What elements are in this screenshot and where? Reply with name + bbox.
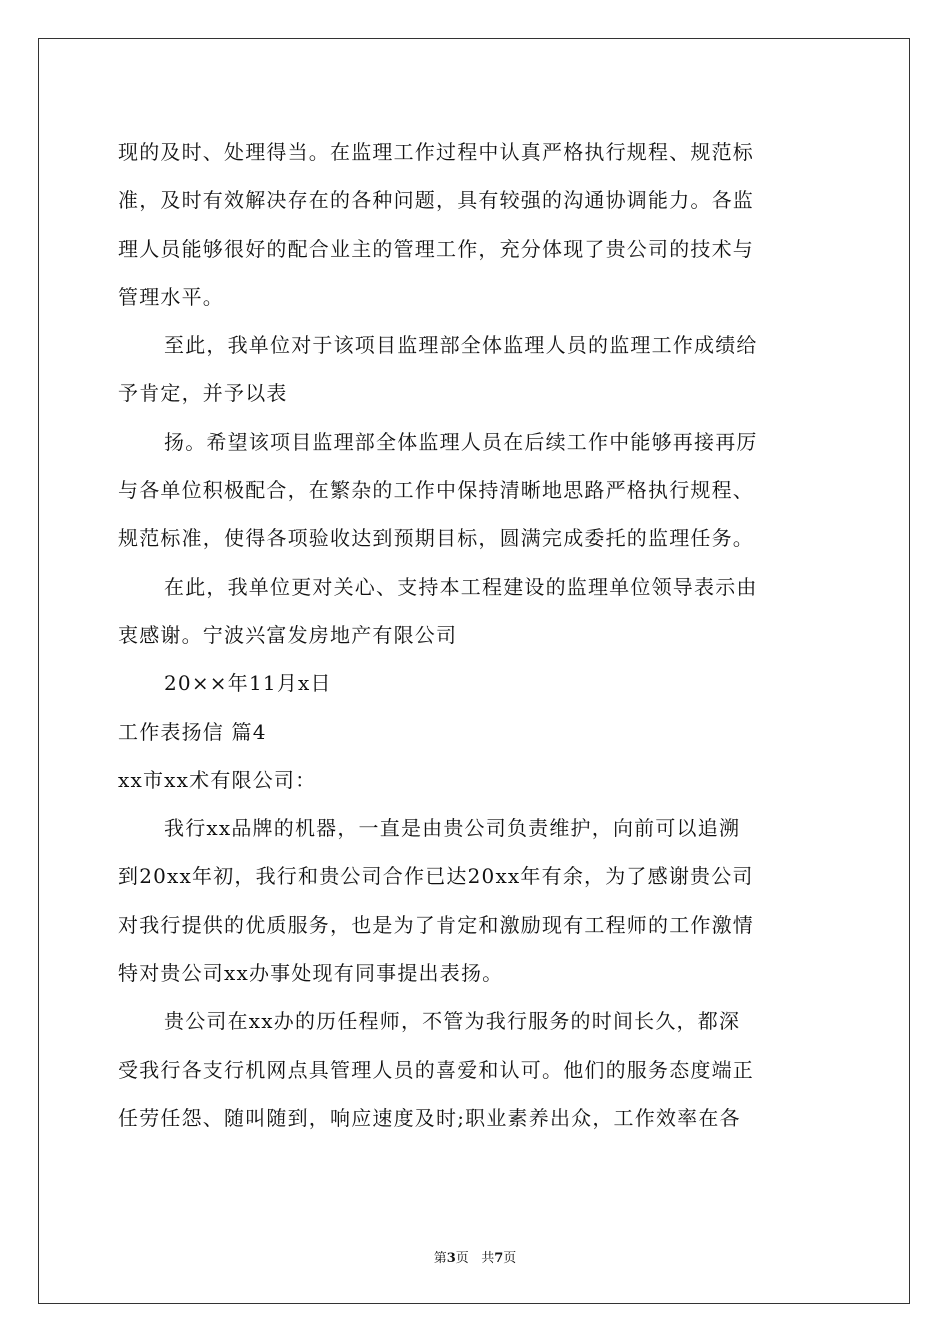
text-line: 理人员能够很好的配合业主的管理工作，充分体现了贵公司的技术与 (118, 236, 754, 261)
text-line: 准，及时有效解决存在的各种问题，具有较强的沟通协调能力。各监 (118, 188, 754, 213)
total-label-prefix: 共 (481, 1251, 495, 1266)
text-line: xx市xx术有限公司： (118, 767, 317, 792)
page-label-suffix: 页 (455, 1251, 469, 1266)
document-body (118, 128, 832, 1142)
text-line: 衷感谢。宁波兴富发房地产有限公司 (118, 622, 458, 647)
text-line: 受我行各支行机网点具管理人员的喜爱和认可。他们的服务态度端正 (118, 1057, 754, 1082)
text-line: 对我行提供的优质服务，也是为了肯定和激励现有工程师的工作激情 (118, 912, 754, 937)
text-line: 贵公司在xx办的历任程师，不管为我行服务的时间长久，都深 (164, 1009, 741, 1034)
text-line: 特对贵公司xx办事处现有同事提出表扬。 (118, 961, 504, 986)
total-label-suffix: 页 (503, 1251, 517, 1266)
text-line: 工作表扬信 篇4 (118, 719, 267, 744)
text-line: 管理水平。 (118, 284, 224, 309)
text-line: 与各单位积极配合，在繁杂的工作中保持清晰地思路严格执行规程、 (118, 478, 754, 503)
text-line: 现的及时、处理得当。在监理工作过程中认真严格执行规程、规范标 (118, 140, 754, 164)
text-line: 20××年11月x日 (164, 671, 332, 696)
page-label-prefix: 第 (433, 1251, 447, 1266)
text-line: 任劳任怨、随叫随到，响应速度及时;职业素养出众，工作效率在各 (118, 1105, 741, 1130)
text-line: 予肯定，并予以表 (118, 381, 288, 406)
text-line: 到20xx年初，我行和贵公司合作已达20xx年有余，为了感谢贵公司 (118, 864, 754, 889)
text-line: 我行xx品牌的机器，一直是由贵公司负责维护，向前可以追溯 (164, 816, 741, 841)
text-line: 至此，我单位对于该项目监理部全体监理人员的监理工作成绩给 (164, 333, 758, 358)
text-line: 在此，我单位更对关心、支持本工程建设的监理单位领导表示由 (164, 574, 758, 599)
page-number: 3 (446, 1251, 456, 1266)
total-pages: 7 (494, 1251, 504, 1266)
text-line: 规范标准，使得各项验收达到预期目标，圆满完成委托的监理任务。 (118, 526, 754, 551)
page-footer (0, 1247, 950, 1266)
text-line: 扬。希望该项目监理部全体监理人员在后续工作中能够再接再厉 (164, 429, 758, 454)
